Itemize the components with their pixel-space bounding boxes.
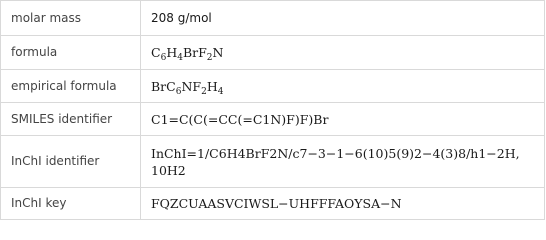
formula-segment: H <box>206 78 218 94</box>
property-label: empirical formula <box>1 70 141 103</box>
inchi-line: 10H2 <box>151 162 186 178</box>
table-row <box>1 1 545 36</box>
formula-subscript: 2 <box>201 86 207 97</box>
empirical-formula-value <box>141 70 545 103</box>
formula-segment: F <box>192 78 202 94</box>
table-row <box>1 70 545 103</box>
formula-segment: Br <box>151 78 167 94</box>
formula-subscript: 6 <box>175 86 182 97</box>
table-row <box>1 188 545 220</box>
formula-segment: N <box>212 45 224 60</box>
table-row <box>1 136 545 188</box>
property-label: InChI identifier <box>1 136 141 188</box>
table-row <box>1 103 545 136</box>
table-row <box>1 36 545 70</box>
property-label: molar mass <box>1 1 141 36</box>
formula-subscript: 2 <box>206 53 213 63</box>
formula-subscript: 6 <box>160 53 167 63</box>
property-label: SMILES identifier <box>1 103 141 136</box>
formula-segment: C <box>151 45 161 60</box>
inchi-value <box>141 136 545 188</box>
formula-subscript: 4 <box>217 86 224 97</box>
formula-segment: N <box>181 78 193 94</box>
property-label: InChI key <box>1 188 141 220</box>
formula-segment: BrF <box>182 45 207 60</box>
formula-segment: C <box>166 78 176 94</box>
formula-value <box>141 36 545 70</box>
inchi-line: InChI=1/C6H4BrF2N/c7−3−1−6(10)5(9)2−4(3)8/h1−2H, <box>151 145 520 161</box>
molar-mass-value: 208 g/mol <box>141 1 545 36</box>
formula-segment: H <box>166 45 178 60</box>
smiles-value: C1=C(C(=CC(=C1N)F)F)Br <box>141 103 545 136</box>
inchi-key-value: FQZCUAASVCIWSL−UHFFFAOYSA−N <box>141 188 545 220</box>
property-label: formula <box>1 36 141 70</box>
formula-subscript: 4 <box>177 53 183 63</box>
